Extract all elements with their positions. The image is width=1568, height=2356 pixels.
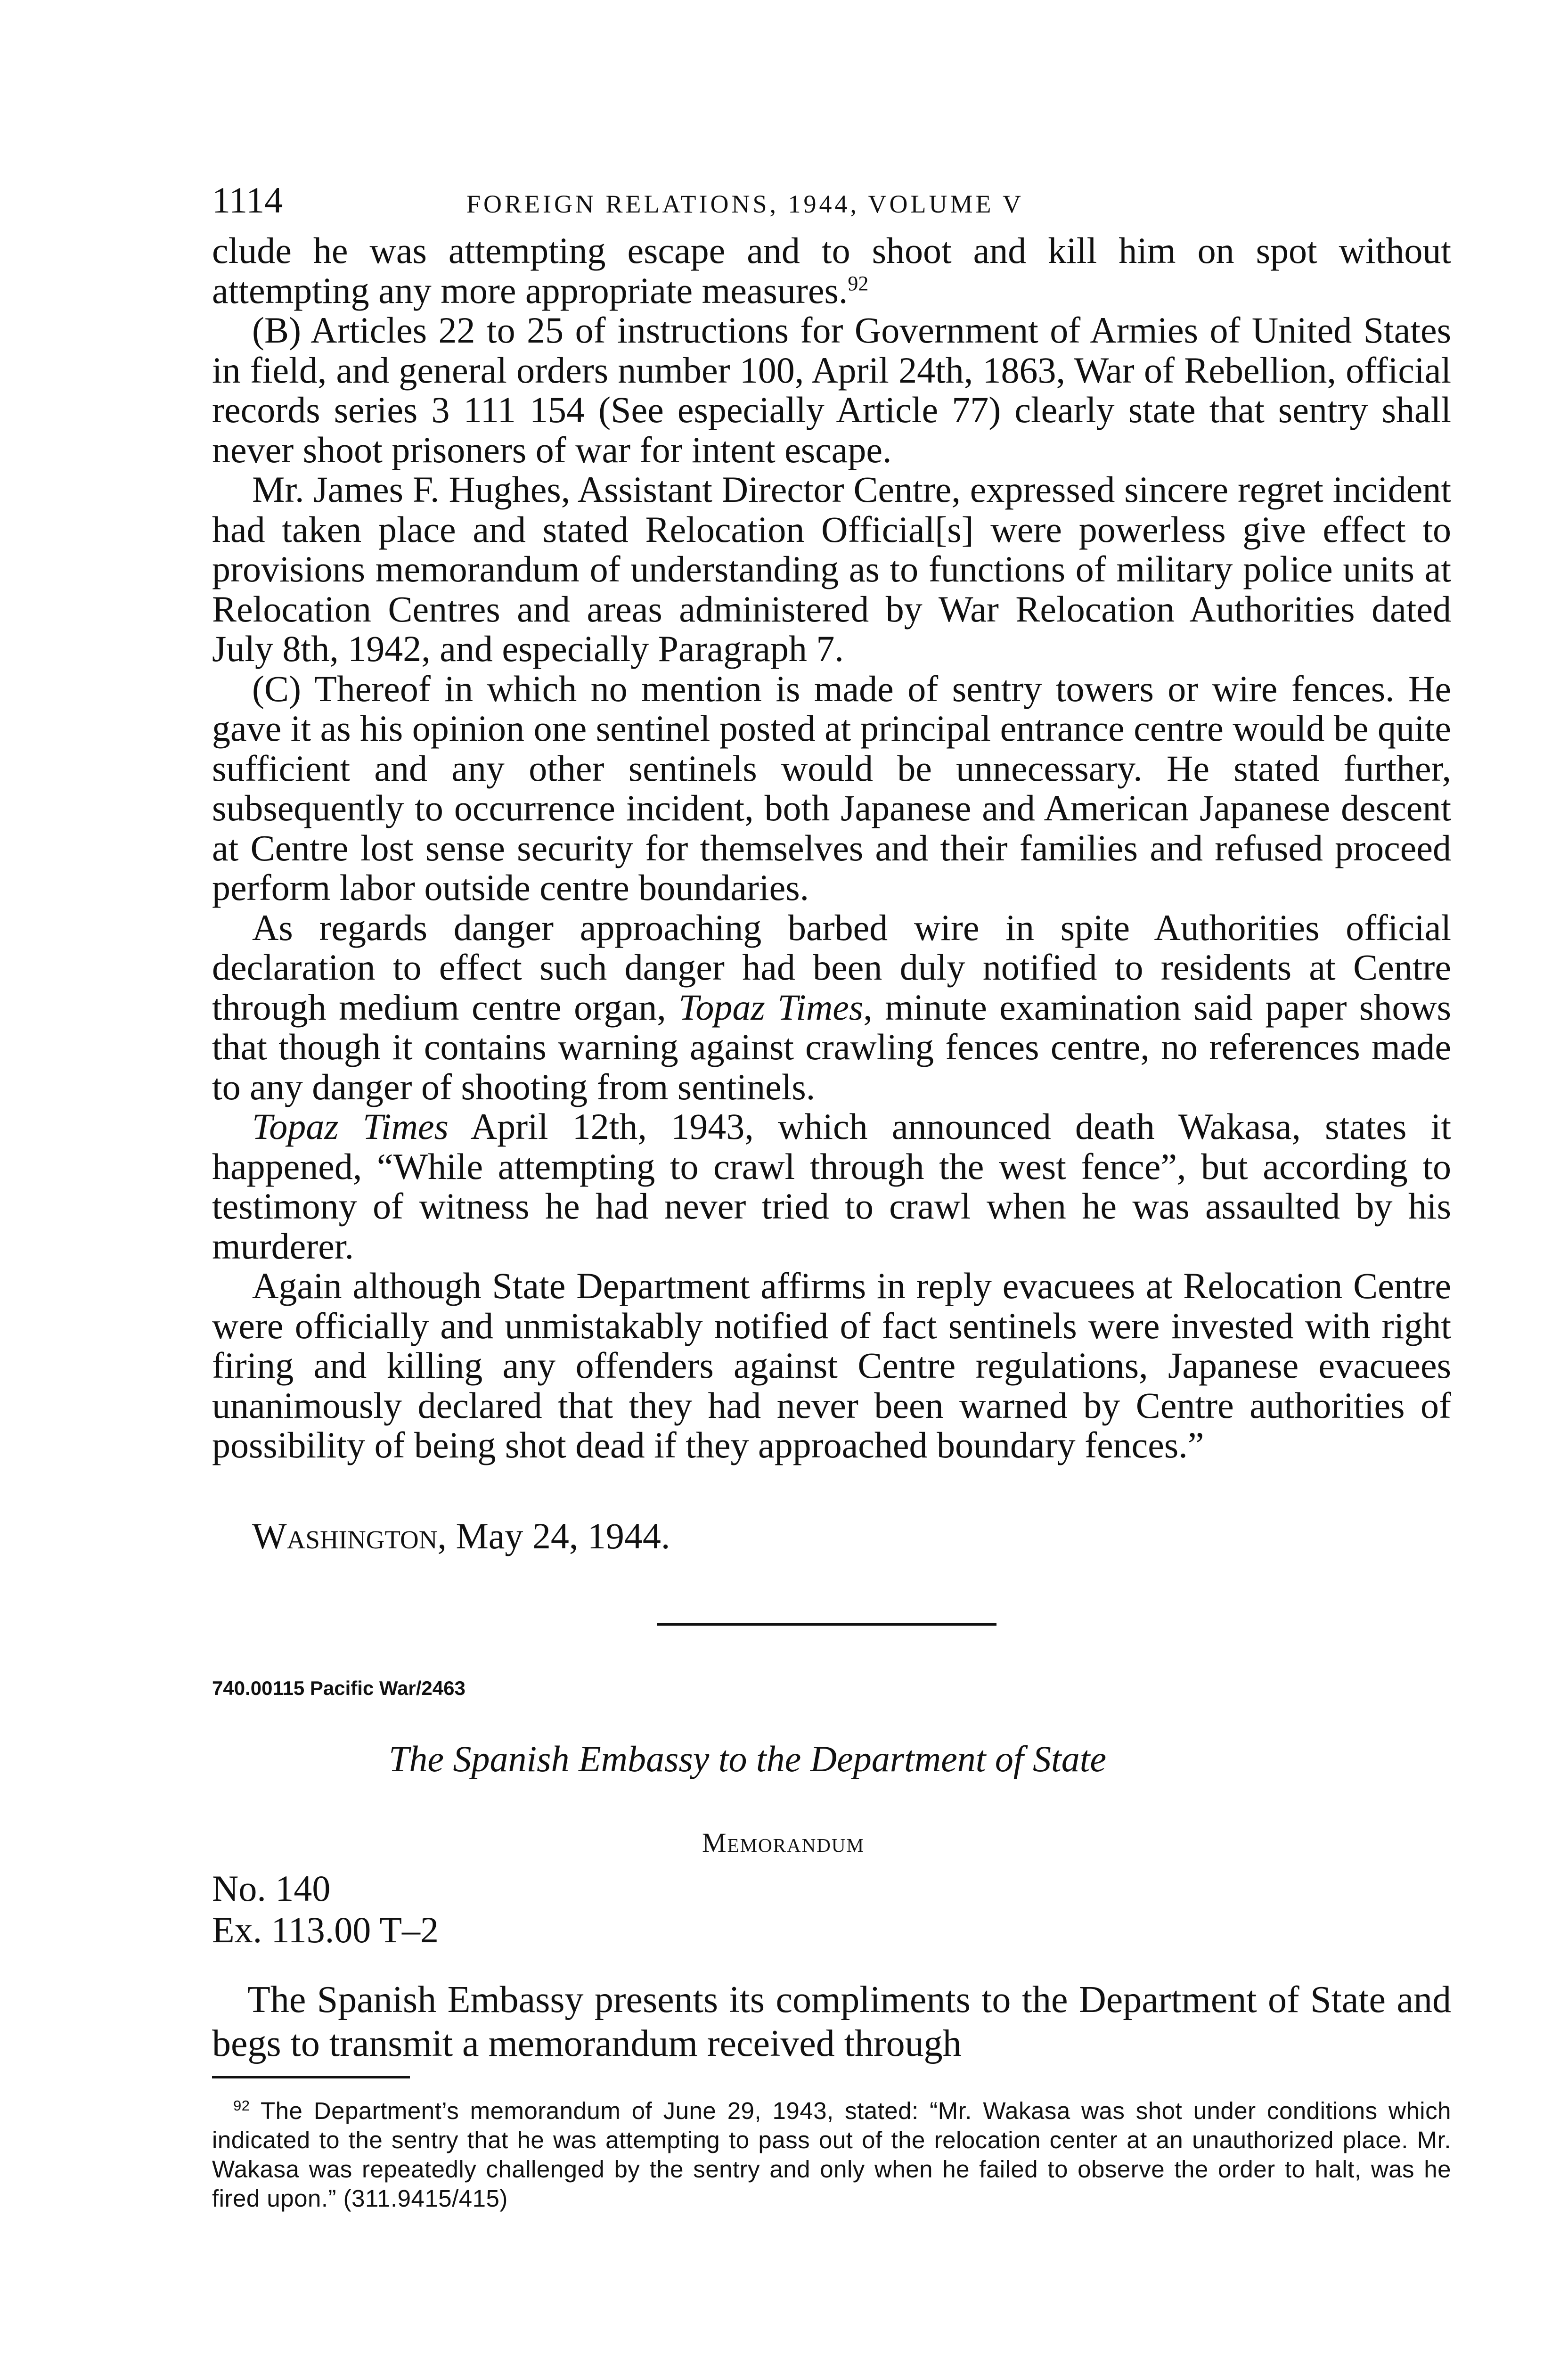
memorandum-body — [212, 1978, 1451, 2066]
paragraph-text: April 12th, 1943, which announced death Wakasa, states it happened, “While attempting to crawl through the west fence”, but according to testimony of witness he had never tried to crawl when he was assaulted by his murderer. — [212, 1106, 1451, 1267]
running-head: FOREIGN RELATIONS, 1944, VOLUME V — [466, 190, 1024, 218]
document-number: No. 140 — [212, 1867, 331, 1909]
newspaper-title: Topaz Times — [252, 1106, 449, 1147]
paragraph-thereof: (C) Thereof in which no mention is made of sentry towers or wire fences. He gave it as his opinion one sentinel posted at principal entrance centre would be quite sufficient and any other sentinels would be unnecessary. He stated further, subsequently to occurrence incident, both Japanese and American Japanese descent at Centre lost sense security for themselves and their families and refused proceed perform labor outside centre boundaries. — [212, 668, 1451, 908]
footnote-text: The Department’s memorandum of June 29, 1943, stated: “Mr. Wakasa was shot under conditions which indicated to the sentry that he was attempting to pass out of the relocation center at an unauthorized place. Mr. Wakasa was repeatedly challenged by the sentry and only when he failed to observe the order to halt, was he fired upon.” (311.9415/415) — [212, 2097, 1451, 2212]
memorandum-paragraph: The Spanish Embassy presents its compliments to the Department of State and begs to transmit a memorandum received through — [212, 1979, 1451, 2064]
file-number: 740.00115 Pacific War/2463 — [212, 1677, 466, 1699]
footnote-paragraph — [212, 2096, 1451, 2213]
document-page — [212, 179, 1451, 2213]
paragraph-text: As regards danger approaching barbed wire in spite Authorities official declaration to effect such danger had been duly notified to residents at Centre through medium centre organ, — [212, 907, 1451, 1028]
page-header — [212, 179, 1451, 231]
newspaper-title: Topaz Times — [678, 986, 864, 1028]
footnote-divider — [212, 2076, 410, 2078]
dateline-date: , May 24, 1944. — [437, 1515, 670, 1556]
page-number: 1114 — [212, 180, 283, 221]
document-title: The Spanish Embassy to the Department of State — [389, 1738, 1107, 1779]
paragraph-continuation — [212, 231, 1451, 311]
paragraph-text: clude he was attempting escape and to shoot and kill him on spot without attempting any more appropriate measures. — [212, 230, 1451, 311]
paragraph-articles: (B) Articles 22 to 25 of instructions for Government of Armies of United States in field, and general orders number 100, April 24th, 1863, War of Rebellion, official records series 3 111 154 (See especially Article 77) clearly state that sentry shall never shoot prisoners of war for intent escape. — [212, 310, 1451, 470]
dateline — [252, 1516, 1451, 1556]
paragraph-again: Again although State Department affirms in reply evacuees at Relocation Centre were officially and unmistakably notified of fact sentinels were invested with right firing and killing any offenders against Centre regulations, Japanese evacuees unanimously declared that they had never been warned by Centre authorities of possibility of being shot dead if they approached boundary fences.” — [212, 1265, 1451, 1465]
section-divider — [657, 1623, 996, 1626]
paragraph-topaz-times — [212, 1107, 1451, 1266]
paragraph-text: , minute examination said paper shows that though it contains warning against crawling fences centre, no references made to any danger of shooting from sentinels. — [212, 986, 1451, 1107]
footnote-reference[interactable]: 92 — [848, 271, 869, 295]
document-reference: Ex. 113.00 T–2 — [212, 1909, 439, 1950]
paragraph-hughes: Mr. James F. Hughes, Assistant Director Centre, expressed sincere regret incident had taken place and stated Relocation Official[s] were powerless give effect to provisions memorandum of understanding as to functions of military police units at Relocation Centres and areas administered by War Relocation Authorities dated July 8th, 1942, and especially Paragraph 7. — [212, 469, 1451, 669]
paragraph-barbed-wire — [212, 908, 1451, 1107]
reference-block — [212, 1868, 1451, 1951]
dateline-place: Washington — [252, 1515, 438, 1556]
footnote — [212, 2096, 1451, 2213]
footnote-marker: 92 — [233, 2097, 250, 2114]
letter-body — [212, 231, 1451, 1465]
memorandum-label: Memorandum — [702, 1827, 865, 1858]
